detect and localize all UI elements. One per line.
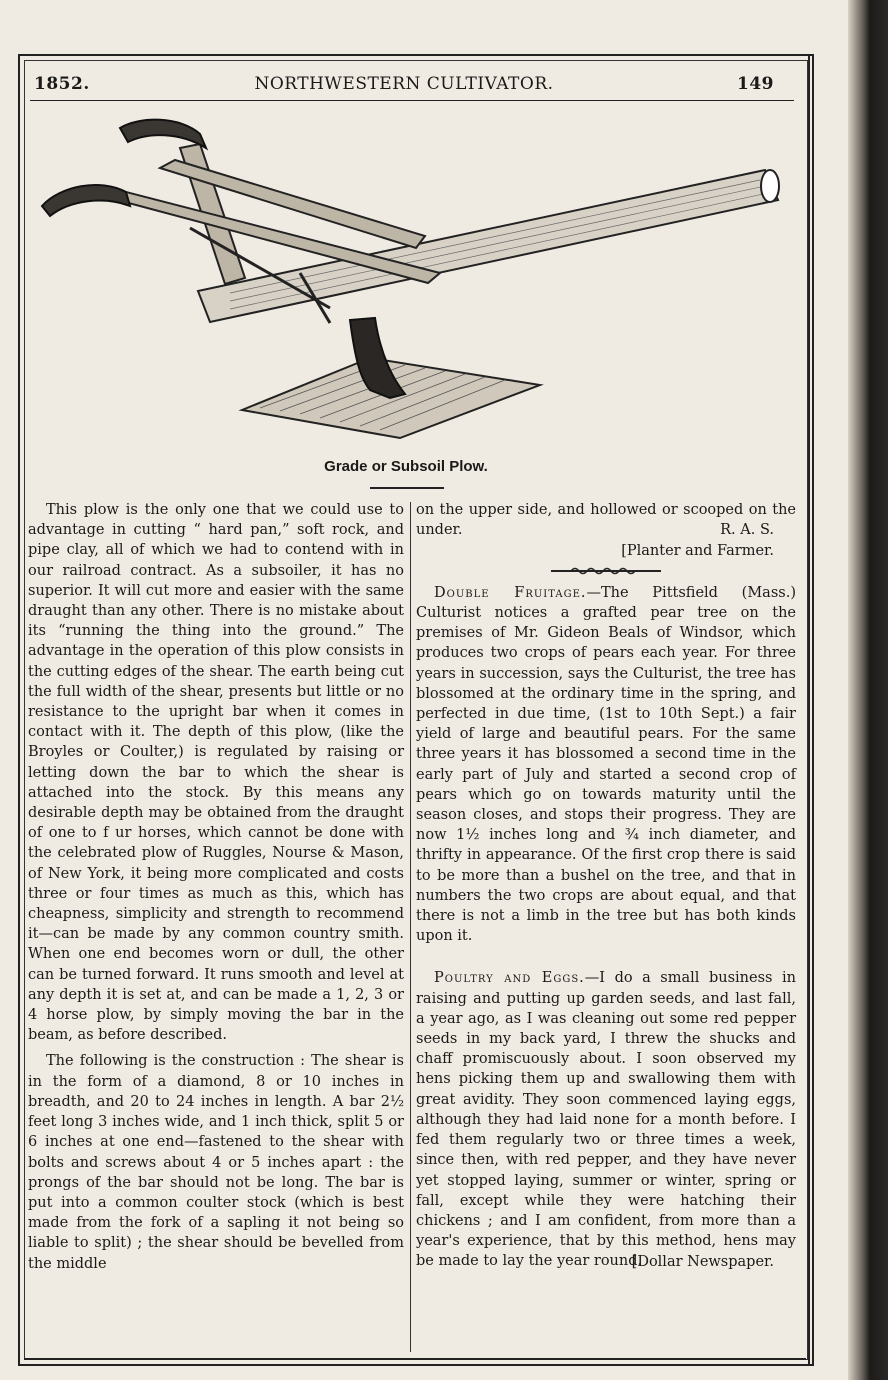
- caption-rule: [370, 487, 444, 489]
- poultry-and-eggs-heading: Poultry and Eggs.: [434, 970, 585, 987]
- poultry-and-eggs-article: [416, 968, 796, 1271]
- left-column: [28, 500, 404, 1274]
- plow-article-continuation: on the upper side, and hollowed or scooped on the under.: [416, 502, 796, 539]
- double-fruitage-body: —The Pittsfield (Mass.) Culturist notices a grafted pear tree on the premises of Mr. Gideon Beals of Windsor, which produces two crops of pears each year. For three years in succession, says the Culturist, the tree has blossomed at the ordinary time in the spring, and perfected in due time, (1st to 10th Sept.) a fair yield of large and beautiful pears. For the same three years it has blossomed a second time in the early part of July and started a second crop of pears which go on towards maturity until the season closes, and stops their progress. They are now 1½ inches long and ¾ inch diameter, and thrifty in appearance. Of the first crop there is said to be more than a bushel on the tree, and that in numbers the two crops are about equal, and that there is not a limb in the tree but has both kinds upon it.: [416, 584, 796, 945]
- header-page-number: 149: [737, 74, 774, 94]
- double-fruitage-article: [416, 583, 796, 947]
- author-initials: R. A. S.: [720, 522, 774, 539]
- page-border-right: [808, 54, 810, 1364]
- source-dollar-newspaper: [Dollar Newspaper.: [631, 1253, 774, 1270]
- plow-illustration: [30, 108, 800, 458]
- footer-rule-thick: [24, 1358, 806, 1360]
- plow-article-paragraph-2: The following is the construction : The shear is in the form of a diamond, 8 or 10 inches in breadth, and 20 to 24 inches in length. A bar 2½ feet long 3 inches wide, and 1 inch thick, split 5 or 6 inches at one end—fastened to the shear with bolts and screws about 4 or 5 inches apart : the prongs of the bar should not be long. The bar is put into a common coulter stock (which is best made from the fork of a sapling it not being so liable to split) ; the shear should be bevelled from the middle: [28, 1053, 404, 1272]
- poultry-and-eggs-body: —I do a small business in raising and putting up garden seeds, and last fall, a year ago, as I was cleaning out some red pepper seeds in my back yard, I threw the shucks and chaff promiscuously about. I soon observed my hens picking them up and swallowing them with great avidity. They soon commenced laying eggs, although they had laid none for a month before. I fed them regularly two or three times a week, since then, with red pepper, and they have never yet stopped laying, summer or winter, spring or fall, except while they were hatching their chickens ; and I am confident, from more than a year's experience, that by this method, hens may be made to lay the year round.: [416, 970, 796, 1270]
- column-divider: [410, 502, 411, 1352]
- right-column: [416, 500, 796, 1272]
- book-spine-edge: [848, 0, 888, 1380]
- illustration-caption: Grade or Subsoil Plow.: [324, 458, 488, 475]
- section-ornament: [551, 565, 661, 575]
- plow-article-paragraph-1: This plow is the only one that we could use to advantage in cutting “ hard pan,” soft rock, and pipe clay, all of which we had to contend with in our railroad contract. As a subsoiler, it has no superior. It will cut more and easier with the same draught than any other. There is no mistake about its “running the thing into the ground.” The advantage in the operation of this plow consists in the cutting edges of the shear. The earth being cut the full width of the shear, presents but little or no resistance to the upright bar when it comes in contact with it. The depth of this plow, (like the Broyles or Coulter,) is regulated by raising or letting down the bar to which the shear is attached into the stock. By this means any desirable depth may be obtained from the draught of one to f ur horses, which cannot be done with the celebrated plow of Ruggles, Nourse & Mason, of New York, it being more complicated and costs three or four times as much as this, which has cheapness, simplicity and strength to recommend it—can be made by any common country smith. When one end becomes worn or dull, the other can be turned forward. It runs smooth and level at any depth it is set at, and can be made a 1, 2, 3 or 4 horse plow, by simply moving the bar in the beam, as before described.: [28, 502, 404, 1044]
- source-planter-and-farmer: [Planter and Farmer.: [621, 542, 774, 559]
- header-title: NORTHWESTERN CULTIVATOR.: [254, 74, 554, 94]
- page-header: [30, 72, 778, 98]
- header-rule: [30, 100, 794, 101]
- double-fruitage-heading: Double Fruitage.: [434, 584, 587, 601]
- footer-rule-thin: [24, 1364, 806, 1365]
- article-spacer: [416, 946, 796, 968]
- header-year: 1852.: [34, 74, 90, 94]
